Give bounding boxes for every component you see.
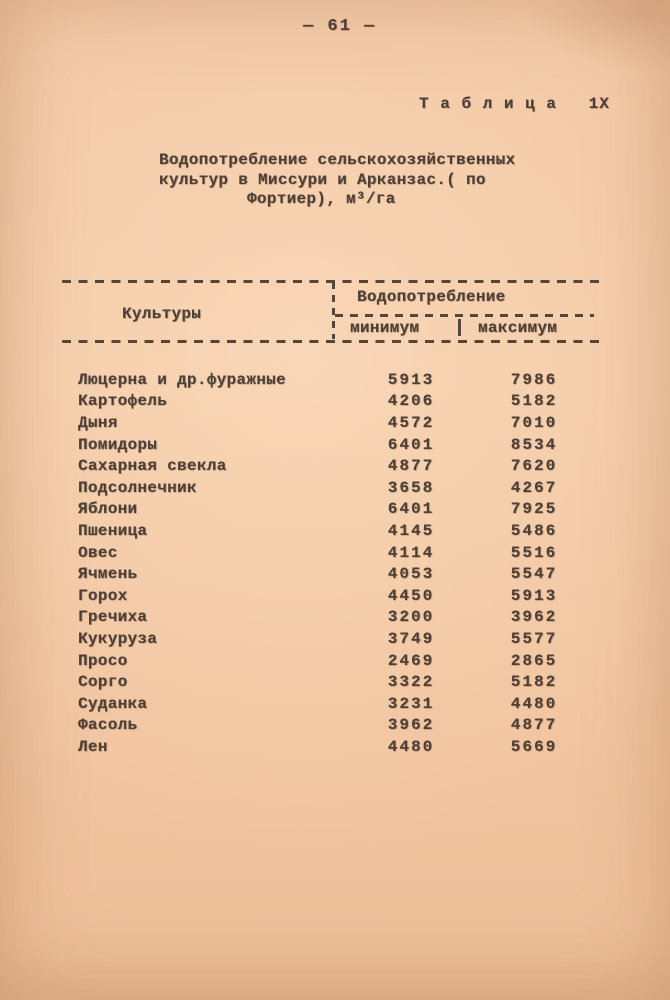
table-row [62, 563, 602, 585]
table-body [62, 343, 602, 758]
table-title [159, 151, 519, 210]
min-value-cell: 4572 [387, 413, 435, 432]
min-value-cell: 3231 [387, 694, 435, 713]
crop-name-cell: Сахарная свекла [78, 457, 227, 476]
crop-name-cell: Гречиха [78, 608, 148, 627]
table-header [62, 281, 602, 340]
max-value-cell: 3962 [510, 608, 558, 627]
crop-name-cell: Просо [78, 651, 128, 670]
max-value-cell: 7986 [510, 370, 558, 389]
max-value-cell: 5913 [510, 586, 558, 605]
min-value-cell: 3322 [387, 673, 435, 692]
min-value-cell: 6401 [387, 435, 435, 454]
crop-name-cell: Овес [78, 543, 118, 562]
table-row [62, 585, 602, 607]
table-title-line-3: Фортиер), м³/га [247, 190, 396, 208]
crop-name-cell: Фасоль [78, 716, 138, 735]
min-value-cell: 4877 [387, 457, 435, 476]
table-row [62, 477, 602, 499]
max-value-cell: 5486 [510, 521, 558, 540]
header-vertical-divider [332, 282, 335, 339]
max-value-cell: 5516 [510, 543, 558, 562]
table-row [62, 412, 602, 434]
min-value-cell: 4145 [387, 521, 435, 540]
table-row [62, 391, 602, 413]
min-value-cell: 3658 [387, 478, 435, 497]
table-row [62, 369, 602, 391]
crop-name-cell: Сорго [78, 673, 128, 692]
min-value-cell: 4480 [387, 737, 435, 756]
crop-name-cell: Люцерна и др.фуражные [78, 370, 286, 389]
crop-name-cell: Помидоры [78, 435, 158, 454]
max-value-cell: 5182 [510, 673, 558, 692]
min-value-cell: 3962 [387, 716, 435, 735]
table-row [62, 607, 602, 629]
max-value-cell: 8534 [510, 435, 558, 454]
crop-name-cell: Пшеница [78, 521, 148, 540]
table-row [62, 434, 602, 456]
table-row [62, 628, 602, 650]
max-value-cell: 7925 [510, 500, 558, 519]
max-value-cell: 2865 [510, 651, 558, 670]
crop-name-cell: Лен [78, 737, 108, 756]
min-value-cell: 3200 [387, 608, 435, 627]
crop-name-cell: Картофель [78, 392, 168, 411]
header-rule-middle [335, 314, 594, 317]
crop-name-cell: Горох [78, 586, 128, 605]
max-value-cell: 7010 [510, 413, 558, 432]
table-row [62, 715, 602, 737]
min-value-cell: 2469 [387, 651, 435, 670]
max-value-cell: 5547 [510, 565, 558, 584]
min-value-cell: 5913 [387, 370, 435, 389]
column-group-header: Водопотребление [357, 288, 506, 306]
table-row [62, 671, 602, 693]
max-value-cell: 7620 [510, 457, 558, 476]
column-header-crops: Культуры [122, 305, 202, 323]
subheader-vertical-divider [458, 319, 461, 336]
table-row [62, 455, 602, 477]
min-value-cell: 3749 [387, 629, 435, 648]
max-value-cell: 5669 [510, 737, 558, 756]
column-header-min: минимум [350, 319, 420, 337]
crop-name-cell: Кукуруза [78, 629, 158, 648]
min-value-cell: 4114 [387, 543, 435, 562]
crop-name-cell: Ячмень [78, 565, 138, 584]
crop-name-cell: Яблони [78, 500, 138, 519]
min-value-cell: 4206 [387, 392, 435, 411]
page-number: — 61 — [303, 17, 377, 36]
table-row [62, 693, 602, 715]
column-header-max: максимум [478, 319, 558, 337]
crop-name-cell: Подсолнечник [78, 478, 197, 497]
table-row [62, 499, 602, 521]
max-value-cell: 4267 [510, 478, 558, 497]
table-row [62, 736, 602, 758]
table-title-line-1: Водопотребление сельскохозяйственных [159, 151, 516, 169]
table-row [62, 520, 602, 542]
crop-name-cell: Дыня [78, 413, 118, 432]
table-row [62, 650, 602, 672]
max-value-cell: 5577 [510, 629, 558, 648]
min-value-cell: 4450 [387, 586, 435, 605]
water-consumption-table [62, 278, 602, 778]
table-row [62, 542, 602, 564]
min-value-cell: 6401 [387, 500, 435, 519]
table-title-line-2: культур в Миссури и Арканзас.( по [159, 170, 486, 189]
max-value-cell: 4480 [510, 694, 558, 713]
min-value-cell: 4053 [387, 565, 435, 584]
table-caption: Т а б л и ц а 1Х [419, 95, 610, 113]
max-value-cell: 5182 [510, 392, 558, 411]
max-value-cell: 4877 [510, 716, 558, 735]
crop-name-cell: Суданка [78, 694, 148, 713]
